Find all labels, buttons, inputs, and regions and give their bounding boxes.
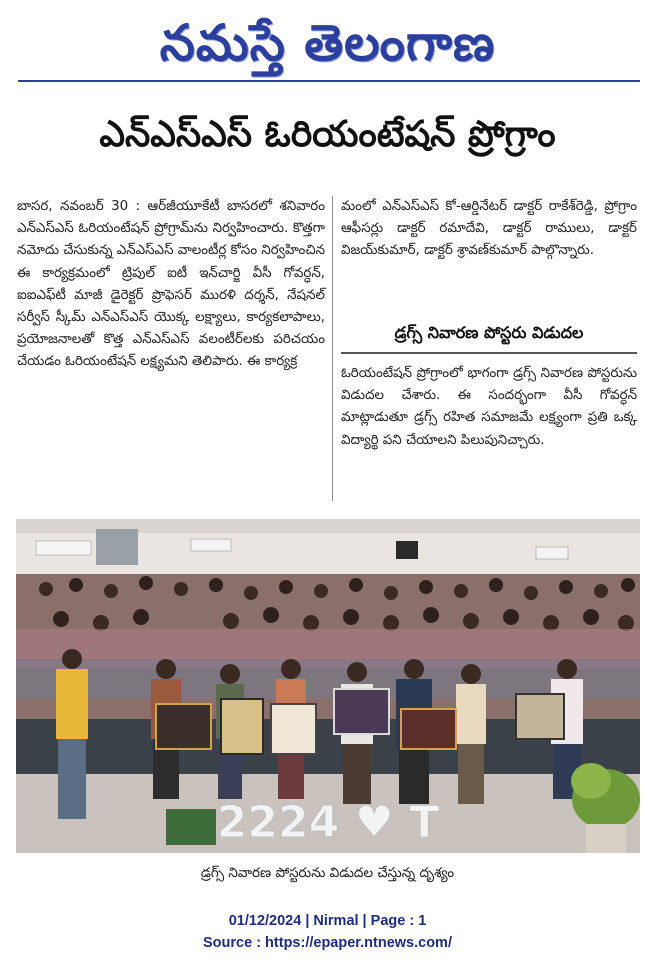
article-column-right-top: మంలో ఎన్‌ఎస్‌ఎస్ కో-ఆర్డినేటర్ డాక్టర్ రాకేశ్‌రెడ్డి, ప్రోగ్రాం ఆఫీసర్లు డాక్టర్ రమాదేవి, డాక్టర్ రాములు, డాక్టర్ విజయ్‌కుమార్, డాక్టర్ శ్రావణ్‌కుమార్ పాల్గొన్నారు. [341,199,637,259]
stage-letters: 2224 ♥ T [216,797,440,848]
photo-illustration [16,519,640,853]
green-cart [166,809,216,845]
article-column-left: బాసర, నవంబర్ 30 : ఆర్‌జీయూకేటీ బాసరలో శనివారం ఎన్‌ఎస్‌ఎస్ ఓరియంటేషన్ ప్రోగ్రామ్‌ను నిర్వహించారు. కొత్తగా నమోదు చేసుకున్న ఎన్‌ఎస్‌ఎస్ వాలంటీర్ల కోసం నిర్వహించిన ఈ కార్యక్రమంలో ట్రిపుల్ ఐటీ ఇన్‌చార్జి వీసీ గోవర్ధన్, ఐఐఎఫ్‌టీ మాజీ డైరెక్టర్ ప్రొఫెసర్ మురళి దర్శన్, నేషనల్ సర్వీస్ స్కీమ్ ఎన్‌ఎస్‌ఎస్ యొక్క లక్ష్యాలు, కార్యకలాపాలు, ప్రయోజనాలతో కొత్త ఎన్‌ఎస్‌ఎస్ వలంటీర్‌లకు పరిచయం చేయడం ఓరియంటేషన్ లక్ష్యమని తెలిపారు. ఈ కార్యక్ర [17,199,325,370]
column-divider [332,196,333,501]
footer-date-edition: 01/12/2024 | Nirmal | Page : 1 [228,913,427,929]
article-subheading: డ్రగ్స్ నివారణ పోస్టరు విడుదల [341,314,637,354]
footer-source-link[interactable]: Source : https://epaper.ntnews.com/ [203,935,452,951]
masthead-rule [18,80,640,82]
article-headline: ఎన్‌ఎస్‌ఎస్ ఓరియంటేషన్ ప్రోగ్రాం [99,114,556,155]
masthead [0,8,655,78]
photo-caption: డ్రగ్స్ నివారణ పోస్టరును విడుదల చేస్తున్న దృశ్యం [200,865,455,881]
news-photo [16,519,640,853]
article-column-right-bottom: ఓరియంటేషన్ ప్రోగ్రాంలో భాగంగా డ్రగ్స్ నివారణ పోస్టరును విడుదల చేశారు. ఈ సందర్భంగా వీసీ గోవర్ధన్ మాట్లాడుతూ డ్రగ్స్ రహిత సమాజమే లక్ష్యంగా ప్రతి ఒక్క విద్యార్థి పని చేయాలని పిలుపునిచ్చారు. [341,366,637,448]
masthead-title: నమస్తే తెలంగాణ [159,13,496,72]
